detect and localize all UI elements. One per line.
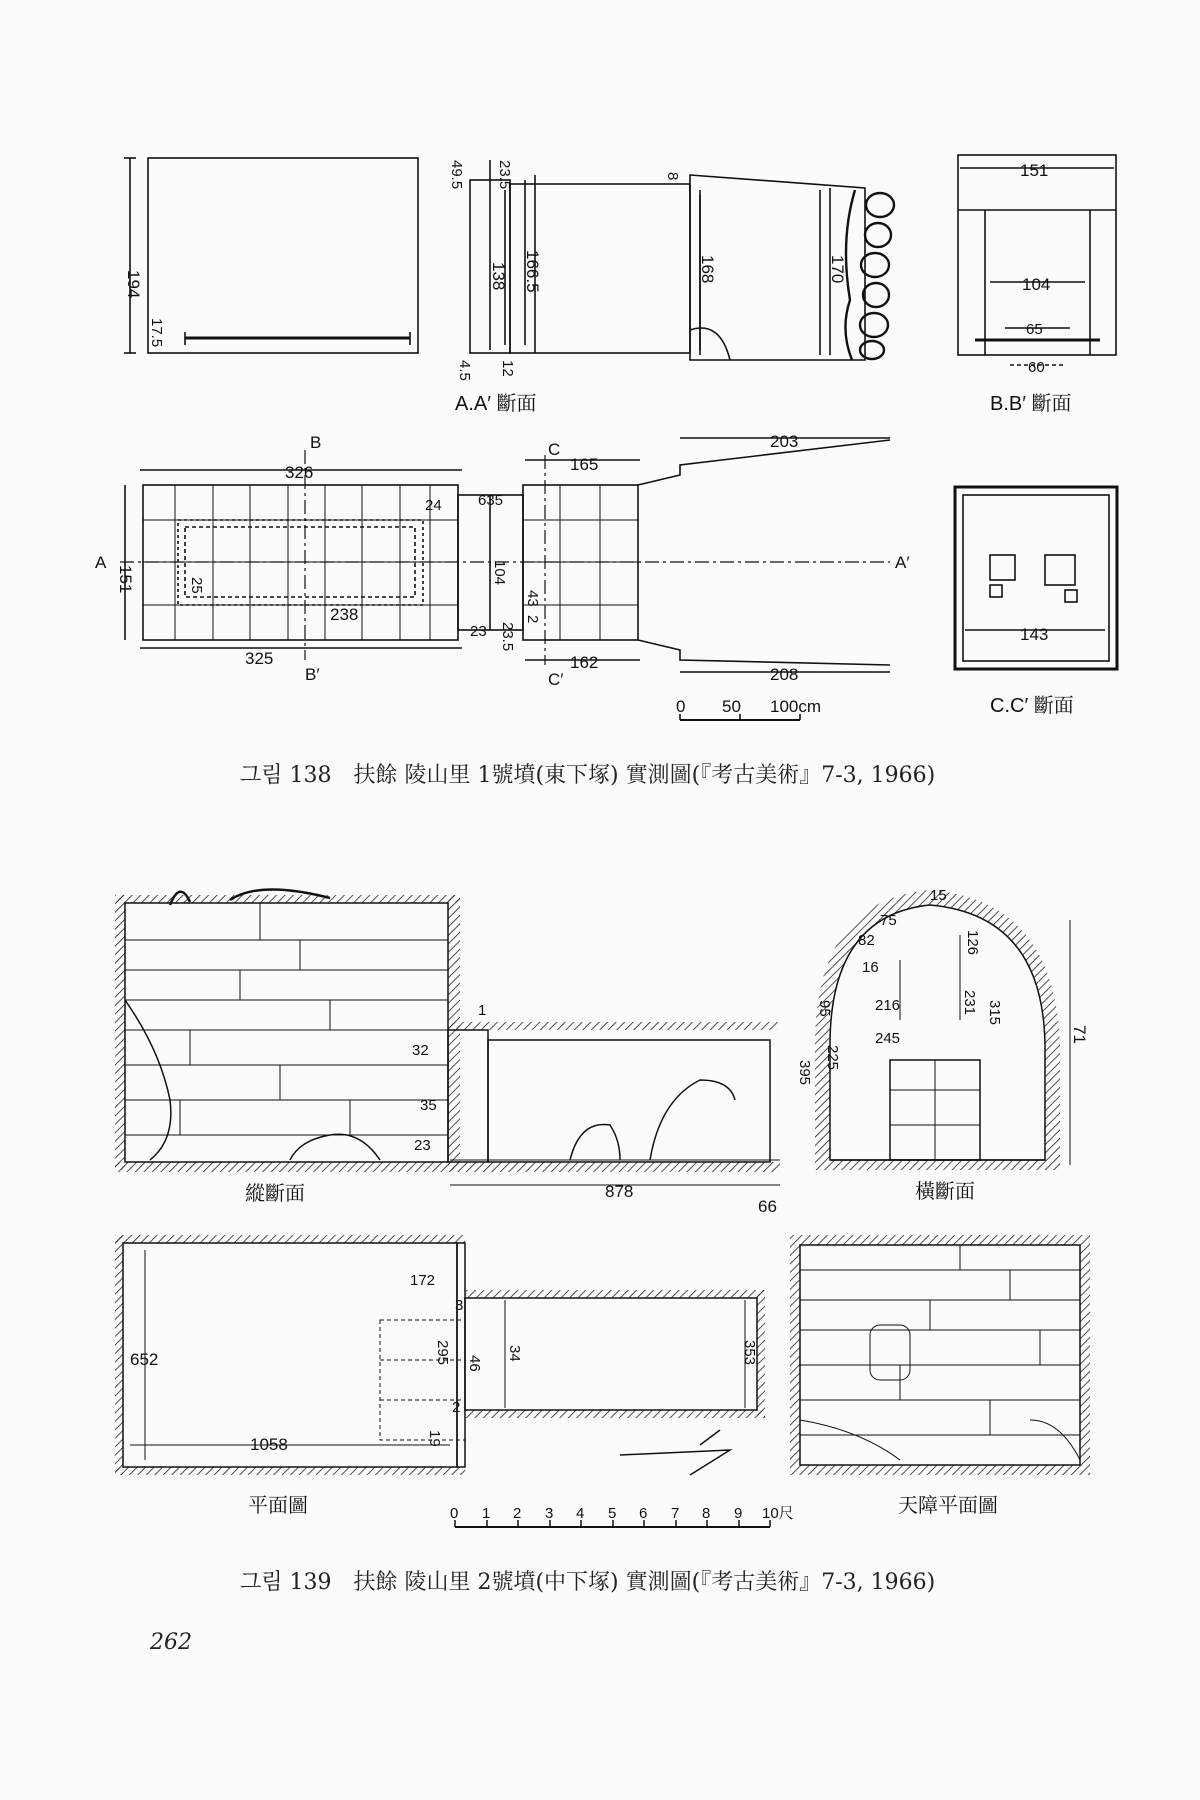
figure-139-caption: 그림 139 扶餘 陵山里 2號墳(中下塚) 實測圖(『考古美術』7-3, 1966) <box>240 1570 936 1595</box>
dim-104-bb: 104 <box>1022 275 1051 294</box>
dim-tr-75: 75 <box>880 912 897 929</box>
dim-tr-126: 126 <box>964 930 981 956</box>
bb-section-title: B.B′ 斷面 <box>990 393 1072 415</box>
ceiling-plan-drawing <box>790 1235 1090 1475</box>
dim-25: 25 <box>188 577 205 594</box>
dim-65: 65 <box>1026 321 1043 338</box>
dim-tr-395: 395 <box>796 1060 813 1086</box>
dim-635: 635 <box>478 492 504 509</box>
letter-c: C <box>548 440 561 459</box>
dim-170: 170 <box>828 255 847 284</box>
plan-title: 平面圖 <box>248 1495 308 1517</box>
dim-208: 208 <box>770 665 799 684</box>
scale-138-50: 50 <box>722 697 741 716</box>
dim-plan-46: 46 <box>466 1355 483 1372</box>
scale-138-0: 0 <box>676 697 686 716</box>
dim-long-66: 66 <box>758 1197 777 1216</box>
dim-tr-225: 225 <box>824 1045 841 1071</box>
figure-138 <box>120 155 1117 720</box>
letter-b: B <box>310 433 322 452</box>
dim-49-5: 49.5 <box>448 160 465 190</box>
ceiling-title: 天障平面圖 <box>898 1495 998 1517</box>
dim-plan-34: 34 <box>506 1345 523 1362</box>
figure-138-caption: 그림 138 扶餘 陵山里 1號墳(東下塚) 實測圖(『考古美術』7-3, 1966) <box>240 763 936 788</box>
dim-23-5: 23.5 <box>496 160 513 190</box>
dim-166-5: 166.5 <box>523 250 542 293</box>
dim-plan-353: 353 <box>741 1340 758 1366</box>
dim-long-32: 32 <box>412 1042 429 1059</box>
dim-151-plan: 151 <box>116 565 135 594</box>
dim-plan-295: 295 <box>434 1340 451 1366</box>
fig138-labels <box>95 160 1074 717</box>
scale-139-1: 1 <box>482 1505 491 1522</box>
dim-tr-16: 16 <box>862 959 879 976</box>
scale-139-6: 6 <box>639 1505 648 1522</box>
dim-tr-315: 315 <box>986 1000 1003 1026</box>
dim-165: 165 <box>570 455 599 474</box>
dim-238: 238 <box>330 605 359 624</box>
dim-long-35: 35 <box>420 1097 437 1114</box>
dim-tr-231: 231 <box>961 990 978 1016</box>
dim-23: 23 <box>470 623 487 640</box>
cc-section-title: C.C′ 斷面 <box>990 695 1074 717</box>
dim-325: 325 <box>245 649 274 668</box>
dim-long-878: 878 <box>605 1182 634 1201</box>
scale-139-10: 10尺 <box>762 1505 794 1522</box>
figure-139 <box>115 889 1090 1527</box>
aa-section-title: A.A′ 斷面 <box>455 393 537 415</box>
scale-139-9: 9 <box>734 1505 743 1522</box>
dim-162: 162 <box>570 653 599 672</box>
scale-139-0: 0 <box>450 1505 459 1522</box>
scale-138-100: 100cm <box>770 697 822 716</box>
scale-139-3: 3 <box>545 1505 554 1522</box>
longitudinal-section-drawing <box>115 889 780 1185</box>
letter-c-prime: C′ <box>548 670 564 689</box>
dim-tr-71: 71 <box>1070 1025 1089 1044</box>
dim-12: 12 <box>499 360 516 377</box>
transverse-section-drawing <box>815 890 1070 1170</box>
scale-139-2: 2 <box>513 1505 522 1522</box>
dim-194: 194 <box>124 270 143 299</box>
dim-168: 168 <box>698 255 717 284</box>
longitudinal-title: 縱斷面 <box>245 1183 305 1205</box>
dim-23-5-plan: 23.5 <box>499 622 516 652</box>
dim-60: 60 <box>1028 359 1045 376</box>
dim-tr-82: 82 <box>858 932 875 949</box>
dim-8: 8 <box>664 172 681 181</box>
dim-43: 43 <box>524 590 541 607</box>
dim-2: 2 <box>524 615 541 624</box>
scale-139-5: 5 <box>608 1505 617 1522</box>
dim-4-5: 4.5 <box>456 360 473 381</box>
dim-long-1: 1 <box>478 1002 487 1019</box>
dim-104-plan: 104 <box>491 560 508 586</box>
dim-plan-3: 3 <box>455 1297 464 1314</box>
dim-203: 203 <box>770 432 799 451</box>
dim-tr-245: 245 <box>875 1030 901 1047</box>
letter-b-prime: B′ <box>305 665 320 684</box>
letter-a: A <box>95 553 107 572</box>
dim-tr-95: 95 <box>816 1000 833 1017</box>
dim-tr-15: 15 <box>930 887 947 904</box>
dim-326: 326 <box>285 463 314 482</box>
dim-plan-1058: 1058 <box>250 1435 288 1454</box>
dim-plan-2: 2 <box>452 1399 461 1416</box>
dim-long-23: 23 <box>414 1137 431 1154</box>
dim-24: 24 <box>425 497 442 514</box>
dim-plan-19: 19 <box>426 1430 443 1447</box>
scale-139-8: 8 <box>702 1505 711 1522</box>
dim-plan-652: 652 <box>130 1350 159 1369</box>
dim-17-5: 17.5 <box>148 318 165 348</box>
dim-plan-172: 172 <box>410 1272 436 1289</box>
scale-139-7: 7 <box>671 1505 680 1522</box>
scale-139-4: 4 <box>576 1505 585 1522</box>
dim-143: 143 <box>1020 625 1049 644</box>
dim-151-bb: 151 <box>1020 161 1049 180</box>
dim-138: 138 <box>489 262 508 291</box>
page-number: 262 <box>150 1630 192 1655</box>
letter-a-prime: A′ <box>895 553 910 572</box>
transverse-title: 橫斷面 <box>915 1181 975 1203</box>
dim-tr-216: 216 <box>875 997 901 1014</box>
